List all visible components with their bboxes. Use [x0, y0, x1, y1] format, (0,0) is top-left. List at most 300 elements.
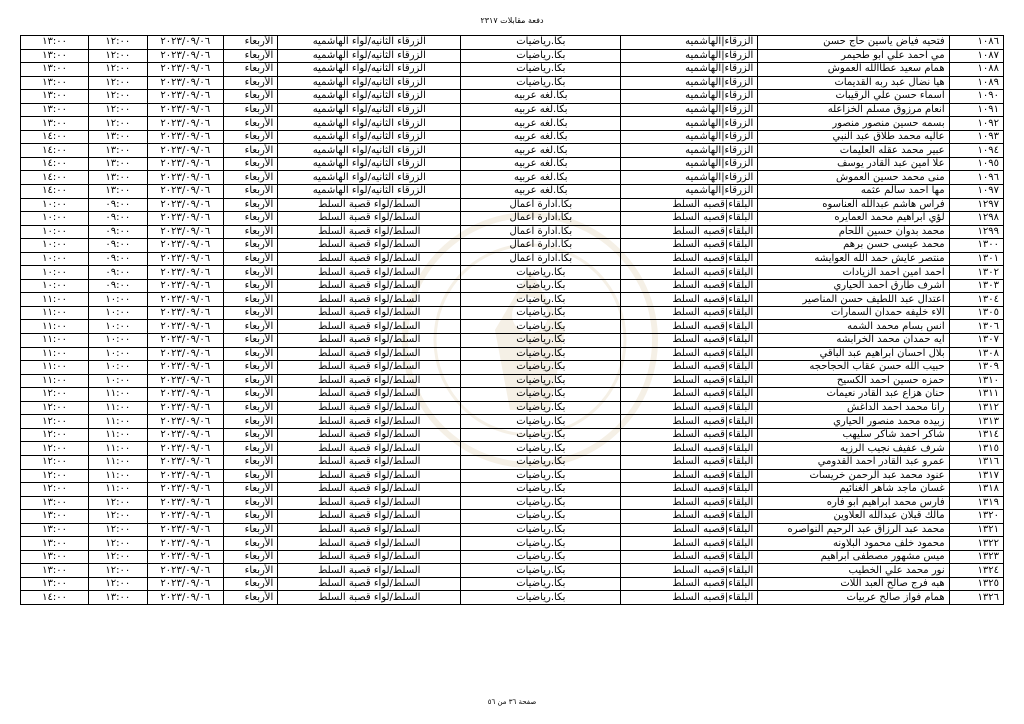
row-candidate-name: همام سعيد عطاالله العموش: [758, 63, 949, 77]
row-interview-location: السلط/لواء قصبة السلط: [278, 239, 461, 253]
row-interview-day: الأربعاء: [223, 415, 277, 429]
table-row: [21, 523, 1004, 537]
row-residence-region: البلقاء|قصبه السلط: [621, 320, 758, 334]
row-candidate-name: نور محمد علي الخطيب: [758, 564, 949, 578]
row-specialization: بكا.رياضيات: [461, 266, 621, 280]
row-end-time: ١٢:٠٠: [21, 415, 89, 429]
row-interview-day: الأربعاء: [223, 401, 277, 415]
row-end-time: ١٣:٠٠: [21, 537, 89, 551]
table-row: [21, 374, 1004, 388]
row-interview-date: ٢٠٢٣/٠٩/٠٦: [147, 239, 223, 253]
row-interview-date: ٢٠٢٣/٠٩/٠٦: [147, 564, 223, 578]
row-residence-region: البلقاء|قصبه السلط: [621, 469, 758, 483]
row-interview-date: ٢٠٢٣/٠٩/٠٦: [147, 63, 223, 77]
row-specialization: بكا.ادارة اعمال: [461, 212, 621, 226]
row-end-time: ١١:٠٠: [21, 374, 89, 388]
row-interview-date: ٢٠٢٣/٠٩/٠٦: [147, 171, 223, 185]
row-residence-region: البلقاء|قصبه السلط: [621, 347, 758, 361]
row-specialization: بكا.رياضيات: [461, 523, 621, 537]
row-candidate-name: غسان ماجد شاهر الغنائيم: [758, 483, 949, 497]
row-specialization: بكا.رياضيات: [461, 401, 621, 415]
row-interview-day: الأربعاء: [223, 171, 277, 185]
row-interview-date: ٢٠٢٣/٠٩/٠٦: [147, 157, 223, 171]
table-row: [21, 442, 1004, 456]
row-start-time: ١٠:٠٠: [89, 293, 148, 307]
row-residence-region: البلقاء|قصبه السلط: [621, 442, 758, 456]
row-interview-location: الزرقاء الثانيه/لواء الهاشميه: [278, 117, 461, 131]
row-sequence-number: ١٣٢٣: [949, 550, 1003, 564]
row-candidate-name: فراس هاشم عبدالله العناسوه: [758, 198, 949, 212]
row-start-time: ١٠:٠٠: [89, 334, 148, 348]
row-sequence-number: ١٣١٢: [949, 401, 1003, 415]
table-row: [21, 63, 1004, 77]
row-interview-date: ٢٠٢٣/٠٩/٠٦: [147, 428, 223, 442]
row-candidate-name: محمود خلف محمود البلاونه: [758, 537, 949, 551]
row-interview-day: الأربعاء: [223, 591, 277, 605]
row-candidate-name: فتحيه فياض ياسين حاج حسن: [758, 36, 949, 50]
row-end-time: ١٢:٠٠: [21, 442, 89, 456]
row-interview-date: ٢٠٢٣/٠٩/٠٦: [147, 401, 223, 415]
row-end-time: ١١:٠٠: [21, 293, 89, 307]
row-start-time: ٠٩:٠٠: [89, 279, 148, 293]
row-start-time: ٠٩:٠٠: [89, 198, 148, 212]
row-interview-location: السلط/لواء قصبة السلط: [278, 388, 461, 402]
row-residence-region: البلقاء|قصبه السلط: [621, 198, 758, 212]
row-sequence-number: ١٣٠٢: [949, 266, 1003, 280]
row-residence-region: البلقاء|قصبه السلط: [621, 455, 758, 469]
row-sequence-number: ١٣٠٣: [949, 279, 1003, 293]
row-specialization: بكا.لغه عربيه: [461, 117, 621, 131]
row-start-time: ٠٩:٠٠: [89, 212, 148, 226]
row-residence-region: الزرقاء|الهاشميه: [621, 157, 758, 171]
row-sequence-number: ١٣٠٤: [949, 293, 1003, 307]
row-interview-location: السلط/لواء قصبة السلط: [278, 225, 461, 239]
row-end-time: ١٣:٠٠: [21, 577, 89, 591]
row-end-time: ١٣:٠٠: [21, 103, 89, 117]
row-start-time: ١١:٠٠: [89, 415, 148, 429]
row-residence-region: البلقاء|قصبه السلط: [621, 334, 758, 348]
row-interview-location: السلط/لواء قصبة السلط: [278, 523, 461, 537]
row-specialization: بكا.رياضيات: [461, 293, 621, 307]
row-start-time: ١١:٠٠: [89, 455, 148, 469]
row-interview-date: ٢٠٢٣/٠٩/٠٦: [147, 49, 223, 63]
row-candidate-name: لؤي ابراهيم محمد العمايره: [758, 212, 949, 226]
row-sequence-number: ١٢٩٩: [949, 225, 1003, 239]
row-specialization: بكا.رياضيات: [461, 591, 621, 605]
row-interview-date: ٢٠٢٣/٠٩/٠٦: [147, 130, 223, 144]
row-interview-day: الأربعاء: [223, 483, 277, 497]
row-residence-region: الزرقاء|الهاشميه: [621, 185, 758, 199]
row-interview-date: ٢٠٢٣/٠٩/٠٦: [147, 90, 223, 104]
table-row: [21, 591, 1004, 605]
row-candidate-name: عاليه محمد طلاق عبد النبي: [758, 130, 949, 144]
row-residence-region: الزرقاء|الهاشميه: [621, 36, 758, 50]
row-interview-date: ٢٠٢٣/٠٩/٠٦: [147, 361, 223, 375]
row-interview-location: السلط/لواء قصبة السلط: [278, 334, 461, 348]
row-end-time: ١١:٠٠: [21, 334, 89, 348]
row-sequence-number: ١٣١٩: [949, 496, 1003, 510]
row-end-time: ١٤:٠٠: [21, 591, 89, 605]
row-interview-day: الأربعاء: [223, 523, 277, 537]
row-specialization: بكا.ادارة اعمال: [461, 252, 621, 266]
row-sequence-number: ١٣١٨: [949, 483, 1003, 497]
table-row: [21, 415, 1004, 429]
row-interview-location: السلط/لواء قصبة السلط: [278, 320, 461, 334]
row-end-time: ١٢:٠٠: [21, 483, 89, 497]
row-residence-region: البلقاء|قصبه السلط: [621, 523, 758, 537]
row-start-time: ١٢:٠٠: [89, 36, 148, 50]
row-end-time: ١٠:٠٠: [21, 279, 89, 293]
row-interview-location: الزرقاء الثانيه/لواء الهاشميه: [278, 90, 461, 104]
table-row: [21, 550, 1004, 564]
row-interview-location: السلط/لواء قصبة السلط: [278, 442, 461, 456]
row-start-time: ١٢:٠٠: [89, 76, 148, 90]
row-start-time: ١٣:٠٠: [89, 171, 148, 185]
row-interview-day: الأربعاء: [223, 537, 277, 551]
row-end-time: ١٣:٠٠: [21, 550, 89, 564]
row-interview-location: السلط/لواء قصبة السلط: [278, 198, 461, 212]
row-sequence-number: ١٠٩٠: [949, 90, 1003, 104]
row-specialization: بكا.لغه عربيه: [461, 157, 621, 171]
table-row: [21, 279, 1004, 293]
row-sequence-number: ١٠٨٦: [949, 36, 1003, 50]
row-interview-location: الزرقاء الثانيه/لواء الهاشميه: [278, 49, 461, 63]
row-interview-date: ٢٠٢٣/٠٩/٠٦: [147, 374, 223, 388]
row-interview-location: السلط/لواء قصبة السلط: [278, 306, 461, 320]
row-residence-region: البلقاء|قصبه السلط: [621, 577, 758, 591]
row-interview-date: ٢٠٢٣/٠٩/٠٦: [147, 117, 223, 131]
table-row: [21, 171, 1004, 185]
row-interview-location: السلط/لواء قصبة السلط: [278, 550, 461, 564]
row-start-time: ١٠:٠٠: [89, 320, 148, 334]
row-interview-date: ٢٠٢٣/٠٩/٠٦: [147, 279, 223, 293]
row-candidate-name: احمد امين احمد الزيادات: [758, 266, 949, 280]
row-residence-region: البلقاء|قصبه السلط: [621, 252, 758, 266]
row-specialization: بكا.رياضيات: [461, 428, 621, 442]
row-interview-location: الزرقاء الثانيه/لواء الهاشميه: [278, 76, 461, 90]
row-sequence-number: ١٠٨٨: [949, 63, 1003, 77]
row-sequence-number: ١٣٠٧: [949, 334, 1003, 348]
row-sequence-number: ١٠٩٧: [949, 185, 1003, 199]
row-sequence-number: ١٣١٧: [949, 469, 1003, 483]
row-interview-location: السلط/لواء قصبة السلط: [278, 564, 461, 578]
row-sequence-number: ١٣٠٩: [949, 361, 1003, 375]
row-interview-location: السلط/لواء قصبة السلط: [278, 591, 461, 605]
row-start-time: ٠٩:٠٠: [89, 239, 148, 253]
row-interview-day: الأربعاء: [223, 198, 277, 212]
row-residence-region: البلقاء|قصبه السلط: [621, 266, 758, 280]
row-interview-location: الزرقاء الثانيه/لواء الهاشميه: [278, 63, 461, 77]
row-interview-date: ٢٠٢٣/٠٩/٠٦: [147, 320, 223, 334]
row-interview-day: الأربعاء: [223, 185, 277, 199]
row-specialization: بكا.رياضيات: [461, 564, 621, 578]
row-start-time: ١٢:٠٠: [89, 63, 148, 77]
row-interview-date: ٢٠٢٣/٠٩/٠٦: [147, 591, 223, 605]
row-specialization: بكا.رياضيات: [461, 496, 621, 510]
row-candidate-name: مالك قبلان عبدالله العلاوين: [758, 510, 949, 524]
row-candidate-name: بلال احسان ابراهيم عبد الباقي: [758, 347, 949, 361]
row-interview-date: ٢٠٢٣/٠٩/٠٦: [147, 510, 223, 524]
row-interview-date: ٢٠٢٣/٠٩/٠٦: [147, 144, 223, 158]
row-interview-location: السلط/لواء قصبة السلط: [278, 455, 461, 469]
row-end-time: ١١:٠٠: [21, 320, 89, 334]
row-interview-date: ٢٠٢٣/٠٩/٠٦: [147, 103, 223, 117]
row-candidate-name: حنان هزاع عبد القادر نعيمات: [758, 388, 949, 402]
table-row: [21, 510, 1004, 524]
row-specialization: بكا.رياضيات: [461, 279, 621, 293]
row-interview-date: ٢٠٢٣/٠٩/٠٦: [147, 415, 223, 429]
row-end-time: ١٢:٠٠: [21, 469, 89, 483]
row-sequence-number: ١٠٩١: [949, 103, 1003, 117]
row-start-time: ١١:٠٠: [89, 401, 148, 415]
table-row: [21, 117, 1004, 131]
table-row: [21, 306, 1004, 320]
row-specialization: بكا.لغه عربيه: [461, 185, 621, 199]
row-interview-location: السلط/لواء قصبة السلط: [278, 537, 461, 551]
row-specialization: بكا.رياضيات: [461, 49, 621, 63]
row-residence-region: البلقاء|قصبه السلط: [621, 483, 758, 497]
row-residence-region: البلقاء|قصبه السلط: [621, 239, 758, 253]
table-row: [21, 266, 1004, 280]
row-residence-region: البلقاء|قصبه السلط: [621, 293, 758, 307]
row-interview-location: الزرقاء الثانيه/لواء الهاشميه: [278, 36, 461, 50]
row-interview-date: ٢٠٢٣/٠٩/٠٦: [147, 266, 223, 280]
row-interview-location: السلط/لواء قصبة السلط: [278, 361, 461, 375]
row-interview-date: ٢٠٢٣/٠٩/٠٦: [147, 36, 223, 50]
row-sequence-number: ١٣١١: [949, 388, 1003, 402]
row-interview-location: السلط/لواء قصبة السلط: [278, 415, 461, 429]
row-interview-day: الأربعاء: [223, 306, 277, 320]
row-sequence-number: ١٣٠١: [949, 252, 1003, 266]
row-start-time: ١١:٠٠: [89, 442, 148, 456]
table-row: [21, 564, 1004, 578]
row-candidate-name: بسمه حسين منصور منصور: [758, 117, 949, 131]
row-sequence-number: ١٣١٠: [949, 374, 1003, 388]
row-specialization: بكا.لغه عربيه: [461, 103, 621, 117]
row-sequence-number: ١٠٩٤: [949, 144, 1003, 158]
row-specialization: بكا.رياضيات: [461, 347, 621, 361]
table-row: [21, 347, 1004, 361]
row-residence-region: البلقاء|قصبه السلط: [621, 225, 758, 239]
table-row: [21, 483, 1004, 497]
row-residence-region: البلقاء|قصبه السلط: [621, 401, 758, 415]
row-candidate-name: رانا محمد احمد الداغش: [758, 401, 949, 415]
row-residence-region: البلقاء|قصبه السلط: [621, 550, 758, 564]
row-specialization: بكا.رياضيات: [461, 550, 621, 564]
table-row: [21, 469, 1004, 483]
row-interview-date: ٢٠٢٣/٠٩/٠٦: [147, 198, 223, 212]
row-end-time: ١١:٠٠: [21, 306, 89, 320]
row-sequence-number: ١٣١٥: [949, 442, 1003, 456]
row-sequence-number: ١٣١٣: [949, 415, 1003, 429]
row-residence-region: البلقاء|قصبه السلط: [621, 428, 758, 442]
table-row: [21, 76, 1004, 90]
table-row: [21, 293, 1004, 307]
row-sequence-number: ١٢٩٨: [949, 212, 1003, 226]
row-specialization: بكا.رياضيات: [461, 36, 621, 50]
row-candidate-name: حمزه حسين احمد الكسيح: [758, 374, 949, 388]
row-candidate-name: عبير محمد عقله العليمات: [758, 144, 949, 158]
row-interview-location: الزرقاء الثانيه/لواء الهاشميه: [278, 130, 461, 144]
row-end-time: ١٠:٠٠: [21, 266, 89, 280]
row-interview-day: الأربعاء: [223, 455, 277, 469]
row-specialization: بكا.رياضيات: [461, 63, 621, 77]
row-interview-location: الزرقاء الثانيه/لواء الهاشميه: [278, 157, 461, 171]
row-start-time: ١٢:٠٠: [89, 577, 148, 591]
row-residence-region: البلقاء|قصبه السلط: [621, 510, 758, 524]
table-row: [21, 361, 1004, 375]
row-residence-region: البلقاء|قصبه السلط: [621, 564, 758, 578]
row-interview-date: ٢٠٢٣/٠٩/٠٦: [147, 306, 223, 320]
table-row: [21, 496, 1004, 510]
row-specialization: بكا.ادارة اعمال: [461, 239, 621, 253]
row-interview-location: السلط/لواء قصبة السلط: [278, 483, 461, 497]
row-start-time: ١٣:٠٠: [89, 157, 148, 171]
row-end-time: ١٣:٠٠: [21, 523, 89, 537]
row-sequence-number: ١٣٢٤: [949, 564, 1003, 578]
table-row: [21, 401, 1004, 415]
row-candidate-name: اشرف طارق احمد الحياري: [758, 279, 949, 293]
row-end-time: ١٣:٠٠: [21, 117, 89, 131]
row-end-time: ١٢:٠٠: [21, 388, 89, 402]
row-candidate-name: محمد عيسى حسن برهم: [758, 239, 949, 253]
row-candidate-name: هبه فرج صالح العبد اللات: [758, 577, 949, 591]
row-end-time: ١٣:٠٠: [21, 90, 89, 104]
row-candidate-name: شرف عفيف نجيب الرزيه: [758, 442, 949, 456]
row-sequence-number: ١٠٨٩: [949, 76, 1003, 90]
row-end-time: ١٣:٠٠: [21, 496, 89, 510]
row-specialization: بكا.رياضيات: [461, 374, 621, 388]
row-candidate-name: ميس مشهور مصطفى ابراهيم: [758, 550, 949, 564]
table-row: [21, 49, 1004, 63]
row-interview-day: الأربعاء: [223, 279, 277, 293]
row-interview-location: السلط/لواء قصبة السلط: [278, 510, 461, 524]
row-interview-location: السلط/لواء قصبة السلط: [278, 212, 461, 226]
row-sequence-number: ١٠٨٧: [949, 49, 1003, 63]
row-interview-location: السلط/لواء قصبة السلط: [278, 374, 461, 388]
row-sequence-number: ١٣٠٥: [949, 306, 1003, 320]
row-end-time: ١٠:٠٠: [21, 212, 89, 226]
table-row: [21, 239, 1004, 253]
row-residence-region: البلقاء|قصبه السلط: [621, 306, 758, 320]
row-interview-location: السلط/لواء قصبة السلط: [278, 293, 461, 307]
row-candidate-name: عنود محمد عبد الرحمن خريسات: [758, 469, 949, 483]
row-interview-location: السلط/لواء قصبة السلط: [278, 401, 461, 415]
row-interview-location: السلط/لواء قصبة السلط: [278, 469, 461, 483]
row-sequence-number: ١٢٩٧: [949, 198, 1003, 212]
row-specialization: بكا.رياضيات: [461, 483, 621, 497]
row-residence-region: البلقاء|قصبه السلط: [621, 212, 758, 226]
row-candidate-name: مي احمد علي ابو طحيمر: [758, 49, 949, 63]
row-start-time: ١٢:٠٠: [89, 49, 148, 63]
table-row: [21, 130, 1004, 144]
row-start-time: ١١:٠٠: [89, 469, 148, 483]
row-sequence-number: ١٣٠٨: [949, 347, 1003, 361]
row-end-time: ١٣:٠٠: [21, 63, 89, 77]
row-candidate-name: فارس محمد ابراهيم ابو فاره: [758, 496, 949, 510]
row-start-time: ١٠:٠٠: [89, 347, 148, 361]
row-specialization: بكا.رياضيات: [461, 510, 621, 524]
row-interview-day: الأربعاء: [223, 442, 277, 456]
row-candidate-name: علا امين عبد القادر يوسف: [758, 157, 949, 171]
row-specialization: بكا.رياضيات: [461, 577, 621, 591]
row-interview-day: الأربعاء: [223, 130, 277, 144]
row-sequence-number: ١٣١٦: [949, 455, 1003, 469]
table-row: [21, 225, 1004, 239]
row-interview-day: الأربعاء: [223, 564, 277, 578]
row-interview-location: الزرقاء الثانيه/لواء الهاشميه: [278, 171, 461, 185]
row-interview-location: السلط/لواء قصبة السلط: [278, 266, 461, 280]
row-end-time: ١١:٠٠: [21, 347, 89, 361]
row-candidate-name: الاء خليفه حمدان السمارات: [758, 306, 949, 320]
row-start-time: ١٠:٠٠: [89, 374, 148, 388]
table-row: [21, 157, 1004, 171]
row-interview-date: ٢٠٢٣/٠٩/٠٦: [147, 550, 223, 564]
row-candidate-name: انعام مرزوق مسلم الخزاعله: [758, 103, 949, 117]
table-row: [21, 90, 1004, 104]
row-specialization: بكا.لغه عربيه: [461, 130, 621, 144]
row-start-time: ١٢:٠٠: [89, 496, 148, 510]
row-specialization: بكا.ادارة اعمال: [461, 198, 621, 212]
table-row: [21, 36, 1004, 50]
row-candidate-name: زبيده محمد منصور الحياري: [758, 415, 949, 429]
row-interview-day: الأربعاء: [223, 388, 277, 402]
row-end-time: ١٣:٠٠: [21, 510, 89, 524]
row-interview-day: الأربعاء: [223, 347, 277, 361]
row-interview-date: ٢٠٢٣/٠٩/٠٦: [147, 537, 223, 551]
row-sequence-number: ١٣٢٢: [949, 537, 1003, 551]
row-start-time: ١٢:٠٠: [89, 537, 148, 551]
row-specialization: بكا.ادارة اعمال: [461, 225, 621, 239]
row-interview-date: ٢٠٢٣/٠٩/٠٦: [147, 577, 223, 591]
row-candidate-name: مها احمد سالم عثمه: [758, 185, 949, 199]
row-end-time: ١٠:٠٠: [21, 198, 89, 212]
row-interview-date: ٢٠٢٣/٠٩/٠٦: [147, 76, 223, 90]
row-interview-location: السلط/لواء قصبة السلط: [278, 279, 461, 293]
row-interview-date: ٢٠٢٣/٠٩/٠٦: [147, 469, 223, 483]
row-interview-date: ٢٠٢٣/٠٩/٠٦: [147, 483, 223, 497]
row-specialization: بكا.رياضيات: [461, 469, 621, 483]
row-candidate-name: محمد بدوان حسين اللحام: [758, 225, 949, 239]
table-row: [21, 388, 1004, 402]
row-interview-location: السلط/لواء قصبة السلط: [278, 577, 461, 591]
row-start-time: ٠٩:٠٠: [89, 225, 148, 239]
row-end-time: ١٤:٠٠: [21, 171, 89, 185]
row-sequence-number: ١٣٠٠: [949, 239, 1003, 253]
row-residence-region: الزرقاء|الهاشميه: [621, 117, 758, 131]
row-start-time: ١٢:٠٠: [89, 90, 148, 104]
row-candidate-name: محمد عبد الرزاق عبد الرحيم النواصره: [758, 523, 949, 537]
row-start-time: ١١:٠٠: [89, 428, 148, 442]
row-interview-day: الأربعاء: [223, 144, 277, 158]
row-interview-date: ٢٠٢٣/٠٩/٠٦: [147, 347, 223, 361]
row-specialization: بكا.لغه عربيه: [461, 90, 621, 104]
row-residence-region: البلقاء|قصبه السلط: [621, 591, 758, 605]
table-row: [21, 212, 1004, 226]
row-residence-region: البلقاء|قصبه السلط: [621, 361, 758, 375]
row-residence-region: الزرقاء|الهاشميه: [621, 103, 758, 117]
table-row: [21, 185, 1004, 199]
row-interview-date: ٢٠٢٣/٠٩/٠٦: [147, 334, 223, 348]
row-specialization: بكا.لغه عربيه: [461, 144, 621, 158]
row-interview-day: الأربعاء: [223, 225, 277, 239]
row-interview-location: السلط/لواء قصبة السلط: [278, 428, 461, 442]
row-interview-day: الأربعاء: [223, 76, 277, 90]
row-interview-day: الأربعاء: [223, 428, 277, 442]
row-interview-location: الزرقاء الثانيه/لواء الهاشميه: [278, 103, 461, 117]
row-candidate-name: اسماء حسن علي الرقيبات: [758, 90, 949, 104]
row-candidate-name: انس بسام محمد الشمه: [758, 320, 949, 334]
